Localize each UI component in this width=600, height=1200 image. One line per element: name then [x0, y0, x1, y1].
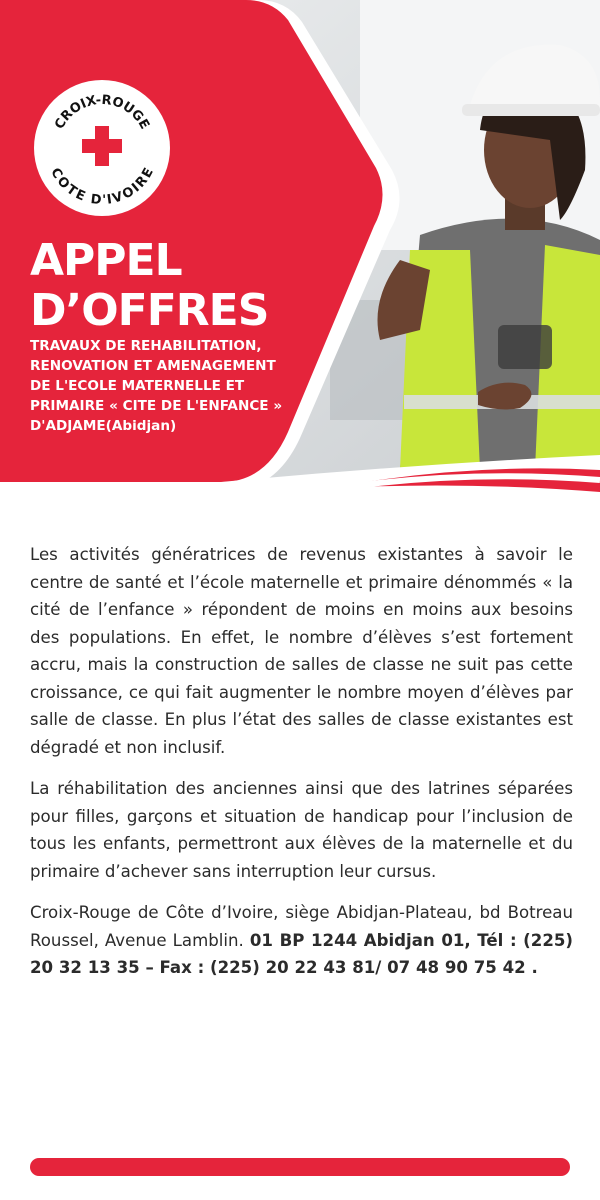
paragraph-context: Les activités génératrices de revenus existantes à savoir le centre de santé et l’école maternelle et primaire dénommés « la cité de l’enfance » répondent de moins en moins aux besoins des populations. En effet, le nombre d’élèves s’est fortement accru, mais la construction de salles de classe ne suit pas cette croissance, ce qui fait augmenter le nombre moyen d’élèves par salle de classe. En plus l’état des salles de classe existantes est dégradé et non inclusif. — [30, 545, 573, 757]
contact-phone-fax: 01 BP 1244 Abidjan 01, Tél : (225) 20 32 13 35 – Fax : (225) 20 22 43 81/ 07 48 90 75 42 . — [30, 930, 573, 977]
subtitle-line: DE L'ECOLE MATERNELLE ET — [30, 378, 245, 394]
paragraph-objective: La réhabilitation des anciennes ainsi que des latrines séparées pour filles, garçons et situation de handicap pour l’inclusion de tous les enfants, permettront aux élèves de la maternelle et du primaire d’achever sans interruption leur cursus. — [30, 779, 573, 881]
page-title — [30, 236, 360, 336]
project-subtitle — [30, 336, 330, 436]
logo-bottom-text: COTE D'IVOIRE — [47, 165, 157, 209]
subtitle-line: D'ADJAME(Abidjan) — [30, 418, 177, 434]
subtitle-line: TRAVAUX DE REHABILITATION, — [30, 338, 262, 354]
header-banner — [0, 0, 600, 520]
contact-address: Croix-Rouge de Côte d’Ivoire, siège Abidjan-Plateau, bd Botreau Roussel, Avenue Lamblin. — [30, 903, 573, 950]
body-content — [30, 541, 573, 982]
contact-info — [30, 899, 573, 982]
footer-bar — [30, 1158, 570, 1176]
title-line: D’OFFRES — [30, 285, 269, 336]
logo-top-text: CROIX-ROUGE — [52, 92, 152, 132]
subtitle-line: PRIMAIRE « CITE DE L'ENFANCE » — [30, 398, 283, 414]
title-line: APPEL — [30, 235, 182, 286]
subtitle-line: RENOVATION ET AMENAGEMENT — [30, 358, 276, 374]
croix-rouge-logo — [34, 80, 170, 216]
